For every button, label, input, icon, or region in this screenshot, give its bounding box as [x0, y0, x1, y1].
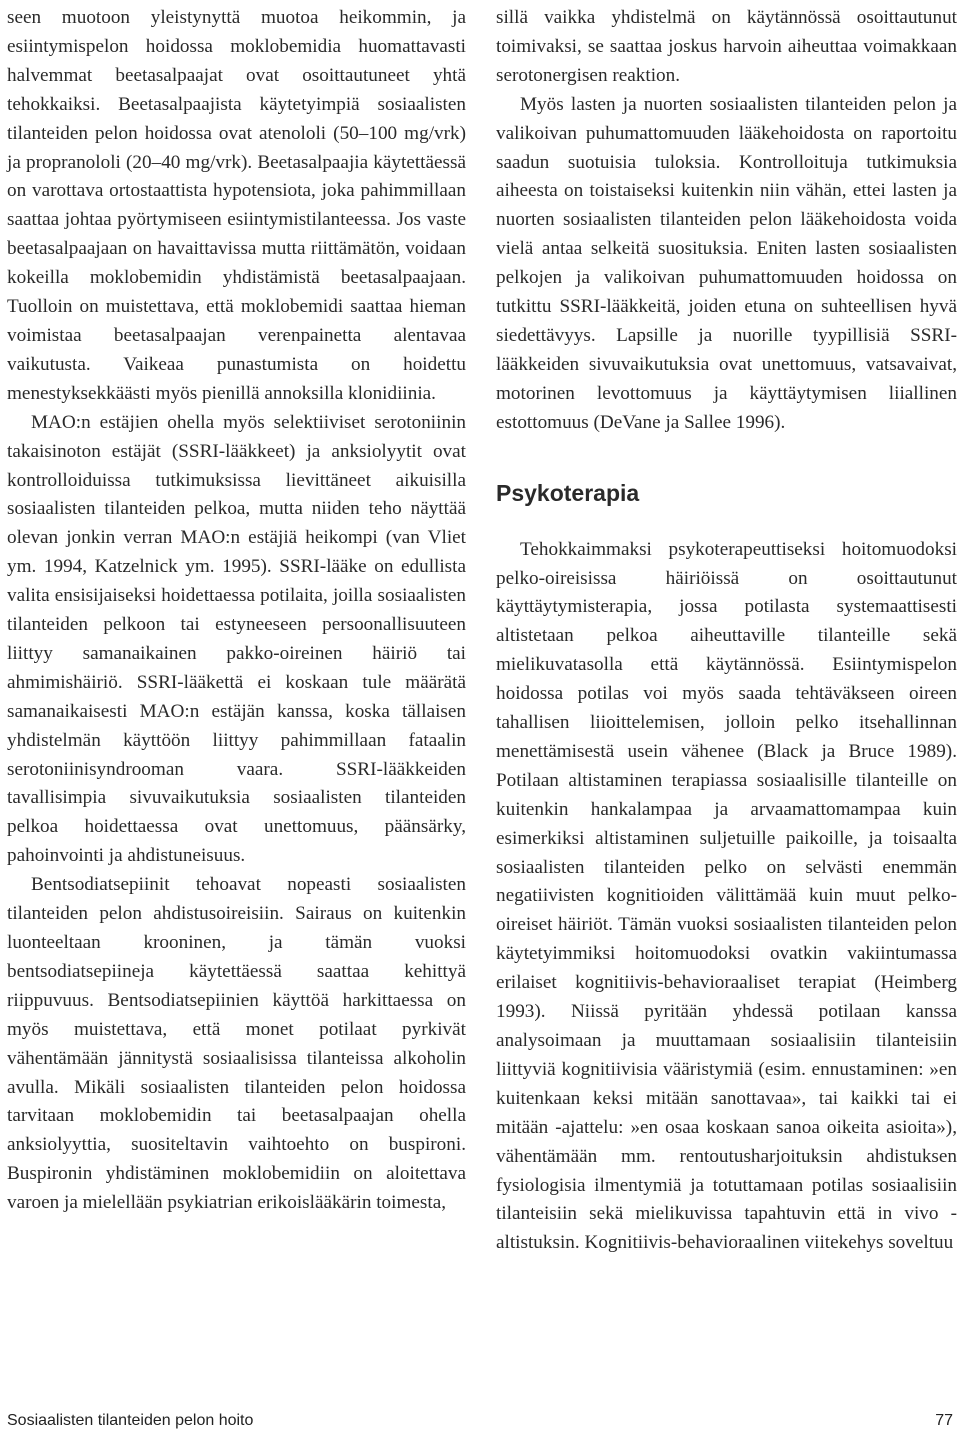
paragraph: Myös lasten ja nuorten sosiaalisten tilanteiden pelon ja valikoivan puhumattomuuden lääkehoidosta on raportoitu saadun suotuisia tuloksia. Kontrolloituja tutkimuksia aiheesta on toistaiseksi kuitenkin niin vähän, ettei lasten ja nuorten sosiaalisten tilanteiden pelon lääkehoidosta voida vielä antaa selkeitä suosituksia. Eniten lasten sosiaalisten pelkojen ja valikoivan puhumattomuuden hoidossa on tutkittu SSRI-lääkkeitä, joiden etuna on suhteellisen hyvä siedettävyys. Lapsille ja nuorille tyypillisiä SSRI-lääkkeiden sivuvaikutuksia ovat unettomuus, vatsavaivat, motorinen levottomuus ja käyttäytymisen liiallinen estottomuus (DeVane ja Sallee 1996). [496, 93, 957, 433]
section-heading: Psykoterapia [496, 479, 640, 506]
paragraph: Bentsodiatsepiinit tehoavat nopeasti sosiaalisten tilanteiden pelon ahdistusoireisiin. Sairaus on kuitenkin luonteeltaan krooninen, ja tämän vuoksi bentsodiatsepiineja käytettäessä saattaa kehittyä riippuvuus. Bentsodiatsepiinien käyttöä harkittaessa on myös muistettava, että monet potilaat pyrkivät vähentämään jännitystä sosiaalisissa tilanteissa alkoholin avulla. Mikäli sosiaalisten tilanteiden pelon hoidossa tarvitaan moklobemidin tai beetasalpaajan ohella anksiolyyttia, suositeltavin vaihtoehto on buspironi. Buspironin yhdistäminen moklobemidiin on aloitettava varoen ja mielellään psykiatrian erikoislääkärin toimesta, [7, 874, 466, 1214]
paragraph: Tehokkaimmaksi psykoterapeuttiseksi hoitomuodoksi pelko-oireisissa häiriöissä on osoittautunut käyttäytymisterapia, jossa potilasta systemaattisesti altistetaan pelkoa aiheuttaville tilanteille sekä mielikuvatasolla että käytännössä. Esiintymispelon hoidossa potilas voi myös saada tehtäväkseen oireen tahallisen liioittelemisen, jolloin pelko itsehallinnan menettämisestä usein vähenee (Black ja Bruce 1989). Potilaan altistaminen terapiassa sosiaalisille tilanteille on kuitenkin hankalampaa ja arvaamattomampaa kuin esimerkiksi altistaminen suljetuille paikoille, ja toisaalta sosiaalisten tilanteiden pelko on selvästi enemmän negatiivisten kognitioiden välittämää kuin muut pelko-oireiset häiriöt. Tämän vuoksi sosiaalisten tilanteiden pelon käytetyimmiksi hoitomuodoksi ovatkin vakiintumassa erilaiset kognitiivis-behavioraaliset terapiat (Heimberg 1993). Niissä pyritään yhdessä potilaan kanssa analysoimaan ja muuttamaan sosiaalisiin tilanteisiin liittyviä kognitiivisia vääristymiä (esim. ennustaminen: »en kuitenkaan keksi mitään sanottavaa», tai kaikki tai ei mitään -ajattelu: »en osaa koskaan sanoa oikeita asioita»), vähentämään mm. rentoutusharjoituksin ahdistuksen fysiologisia ilmentymiä ja totuttamaan potilas sosiaalisiin tilanteisiin sekä mielikuvissa tapahtuvin että in vivo -altistuksin. Kognitiivis-behavioraalinen viitekehys soveltuu [496, 538, 957, 1254]
paragraph: seen muotoon yleistynyttä muotoa heikommin, ja esiintymispelon hoidossa moklobemidia huomattavasti halvemmat beetasalpaajat ovat osoittautuneet yhtä tehokkaiksi. Beetasalpaajista käytetyimpiä sosiaalisten tilanteiden pelon hoidossa ovat atenololi (50–100 mg/vrk) ja propranololi (20–40 mg/vrk). Beetasalpaajia käytettäessä on varottava ortostaattista hypotensiota, joka pahimmillaan saattaa johtaa pyörtymiseen esiintymistilanteessa. Jos vaste beetasalpaajaan on havaittavissa mutta riittämätön, voidaan kokeilla moklobemidin yhdistämistä beetasalpaajaan. Tuolloin on muistettava, että moklobemidi saattaa hieman voimistaa beetasalpaajan verenpainetta alentavaa vaikutusta. Vaikeaa punastumista on hoidettu menestyksekkäästi myös pienillä annoksilla klonidiinia. [7, 7, 466, 404]
right-column [496, 4, 957, 1258]
left-column [7, 4, 466, 1218]
running-title: Sosiaalisten tilanteiden pelon hoito [7, 1412, 254, 1429]
paragraph: sillä vaikka yhdistelmä on käytännössä osoittautunut toimivaksi, se saattaa joskus harvoin aiheuttaa voimakkaan serotonergisen reaktion. [496, 7, 957, 86]
paragraph: MAO:n estäjien ohella myös selektiiviset serotoniinin takaisinoton estäjät (SSRI-lääkkeet) ja anksiolyytit ovat kontrolloiduissa tutkimuksissa lievittäneet aikuisilla sosiaalisten tilanteiden pelkoa, mutta niiden teho näyttää olevan jonkin verran MAO:n estäjiä heikompi (van Vliet ym. 1994, Katzelnick ym. 1995). SSRI-lääke on edullista valita ensisijaiseksi hoidettaessa potilaita, joilla sosiaalisten tilanteiden pelkoon tai estyneeseen persoonallisuuteen liittyy samanaikainen pakko-oireinen häiriö tai ahmimishäiriö. SSRI-lääkettä ei koskaan tule määrätä samanaikaisesti MAO:n estäjän kanssa, koska tällaisen yhdistelmän käyttöön liittyy pahimmillaan fataalin serotoniinisyndrooman vaara. SSRI-lääkkeiden tavallisimpia sivuvaikutuksia sosiaalisten tilanteiden pelkoa hoidettaessa ovat unettomuus, päänsärky, pahoinvointi ja ahdistuneisuus. [7, 411, 466, 867]
page-number: 77 [935, 1412, 953, 1429]
